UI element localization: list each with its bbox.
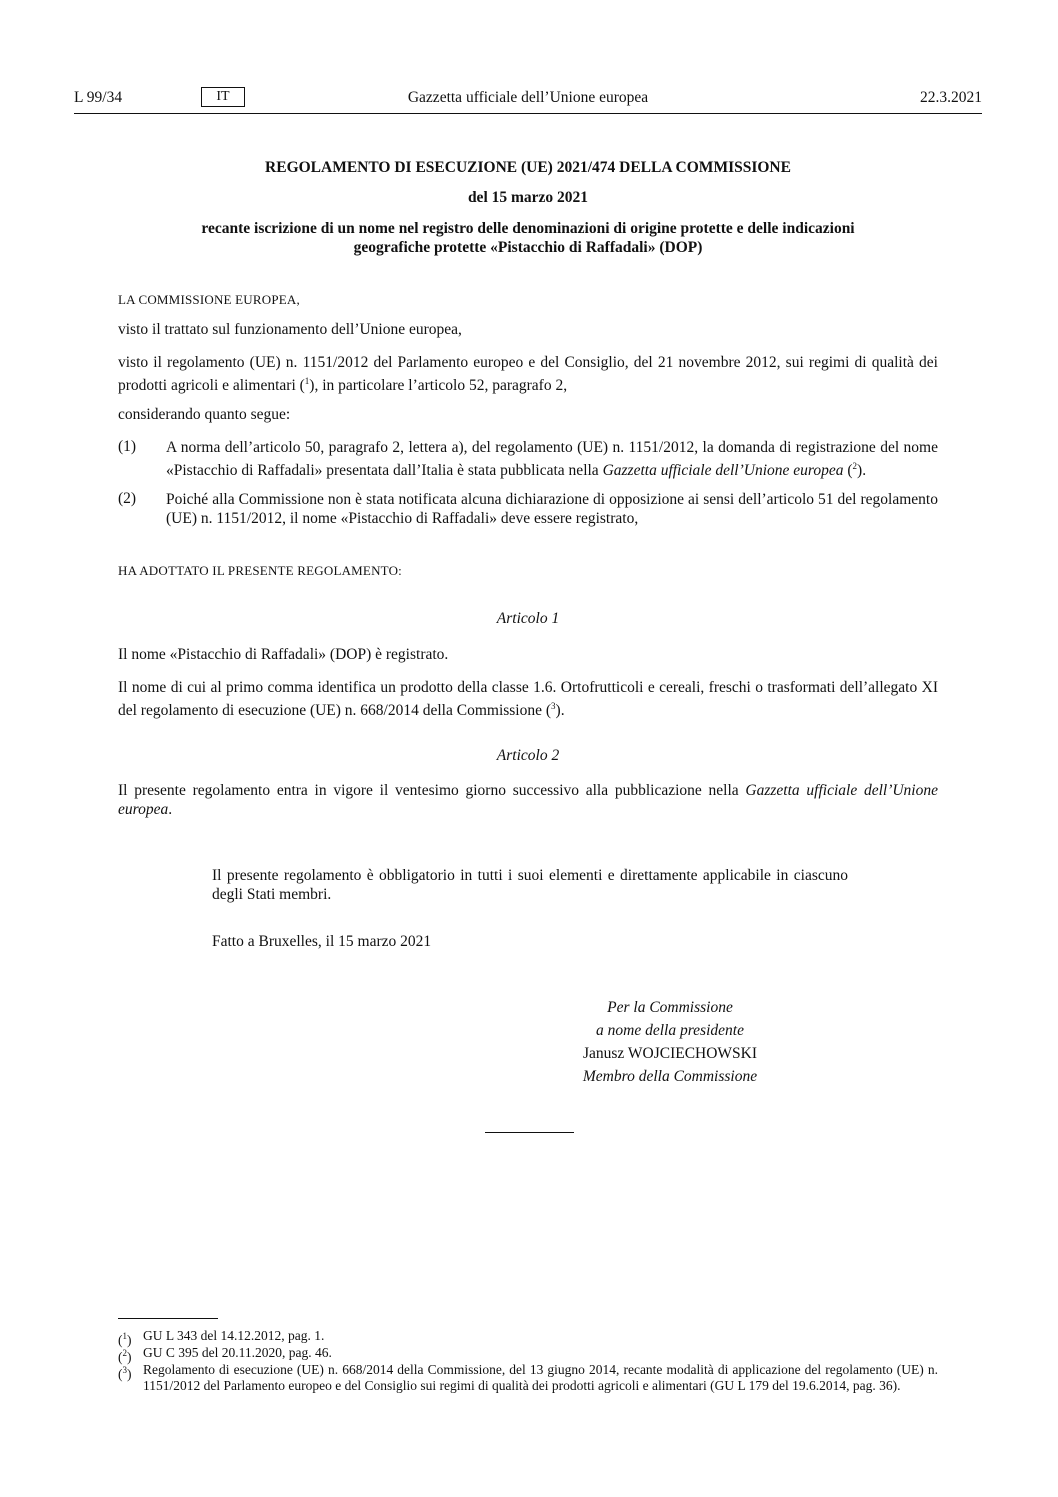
regulation-date: del 15 marzo 2021 xyxy=(467,189,589,206)
footnote-2: GU C 395 del 20.11.2020, pag. 46. xyxy=(143,1345,332,1360)
footnote-number: ($^2$) xyxy=(118,1348,132,1365)
whereas-intro: considerando quanto segue: xyxy=(118,406,291,423)
regulation-title: REGOLAMENTO DI ESECUZIONE (UE) 2021/474 DELLA COMMISSIONE xyxy=(265,159,791,176)
article-1-paragraph-2 xyxy=(118,678,938,720)
footnote-3: Regolamento di esecuzione (UE) n. 668/2014 della Commissione, del 13 giugno 2014, recante modalità di applicazione del regolamento (UE) n. 1151/2012 del Parlamento europeo e del Consiglio sui regimi di qualità dei prodotti agricoli e alimentari (GU L 179 del 19.6.2014, pag. 36). xyxy=(143,1362,938,1393)
footnote-index: 3 xyxy=(122,1365,127,1375)
regulation-subject-line2: geografiche protette «Pistacchio di Raffadali» (DOP) xyxy=(353,239,703,256)
article-text-end: ). xyxy=(555,702,565,720)
language-badge: IT xyxy=(201,87,245,107)
commission-heading: LA COMMISSIONE EUROPEA, xyxy=(118,292,300,307)
end-rule xyxy=(485,1132,574,1133)
citation-text: visto il regolamento (UE) n. 1151/2012 del Parlamento europeo e del Consiglio, del 21 novembre 2012, sui regimi di qualità dei prodotti agricoli e alimentari ( xyxy=(118,354,938,395)
journal-reference: Gazzetta ufficiale dell’Unione europea xyxy=(118,782,938,818)
article-1-paragraph-1: Il nome «Pistacchio di Raffadali» (DOP) è registrato. xyxy=(118,646,449,663)
footnote-1: GU L 343 del 14.12.2012, pag. 1. xyxy=(143,1328,325,1343)
journal-title: Gazzetta ufficiale dell’Unione europea xyxy=(407,89,649,106)
footnote-ref[interactable]: 3 xyxy=(551,701,556,711)
recital-text: ). xyxy=(857,462,867,480)
recital-text: ( xyxy=(843,462,853,480)
signature-line-1: Per la Commissione xyxy=(607,999,733,1016)
recital-number: (2) xyxy=(118,490,137,507)
footnote-index: 2 xyxy=(122,1348,127,1358)
citation-treaty: visto il trattato sul funzionamento dell’Unione europea, xyxy=(118,321,462,338)
footnote-separator xyxy=(118,1318,218,1319)
article-text: Il nome di cui al primo comma identifica un prodotto della classe 1.6. Ortofrutticoli e cereali, freschi o trasformati dell’allegato XI del regolamento di esecuzione (UE) n. 668/2014 della Commissione ( xyxy=(118,679,938,720)
signatory-role: Membro della Commissione xyxy=(582,1068,758,1085)
signature-line-2: a nome della presidente xyxy=(596,1022,744,1039)
recital-number: (1) xyxy=(118,438,137,455)
article-text-end: . xyxy=(168,801,173,818)
done-at: Fatto a Bruxelles, il 15 marzo 2021 xyxy=(212,933,432,950)
footnote-number: ($^1$) xyxy=(118,1331,132,1348)
article-1-title: Articolo 1 xyxy=(496,610,560,627)
citation-regulation xyxy=(118,353,938,395)
signatory-name: Janusz WOJCIECHOWSKI xyxy=(582,1045,758,1062)
adopted-heading: HA ADOTTATO IL PRESENTE REGOLAMENTO: xyxy=(118,563,402,578)
page-reference: L 99/34 xyxy=(74,89,123,106)
recital-2: Poiché alla Commissione non è stata notificata alcuna dichiarazione di opposizione ai sensi dell’articolo 51 del regolamento (UE) n. 1151/2012, il nome «Pistacchio di Raffadali» deve essere registrato, xyxy=(166,491,938,527)
footnote-number: ($^3$) xyxy=(118,1365,132,1382)
recital-1 xyxy=(166,438,938,480)
article-2-paragraph xyxy=(118,781,938,819)
footnote-index: 1 xyxy=(122,1331,127,1341)
binding-clause: Il presente regolamento è obbligatorio in tutti i suoi elementi e direttamente applicabile in ciascuno degli Stati membri. xyxy=(212,867,848,903)
signature-block xyxy=(520,996,820,1088)
regulation-subject-line1: recante iscrizione di un nome nel registro delle denominazioni di origine protette e delle indicazioni xyxy=(201,220,855,237)
footnote-ref[interactable]: 2 xyxy=(852,461,858,471)
footnote-ref[interactable]: 1 xyxy=(304,376,310,386)
recital-text: A norma dell’articolo 50, paragrafo 2, lettera a), del regolamento (UE) n. 1151/2012, la domanda di registrazione del nome «Pistacchio di Raffadali» presentata dall’Italia è stata pubblicata nella xyxy=(166,439,938,480)
article-text: Il presente regolamento entra in vigore il ventesimo giorno successivo alla pubblicazione nella xyxy=(118,782,746,799)
citation-text-end: ), in particolare l’articolo 52, paragrafo 2, xyxy=(309,377,568,395)
publication-date: 22.3.2021 xyxy=(920,89,982,106)
article-2-title: Articolo 2 xyxy=(496,747,560,764)
header-rule xyxy=(74,113,982,114)
journal-reference: Gazzetta ufficiale dell’Unione europea xyxy=(602,462,844,480)
